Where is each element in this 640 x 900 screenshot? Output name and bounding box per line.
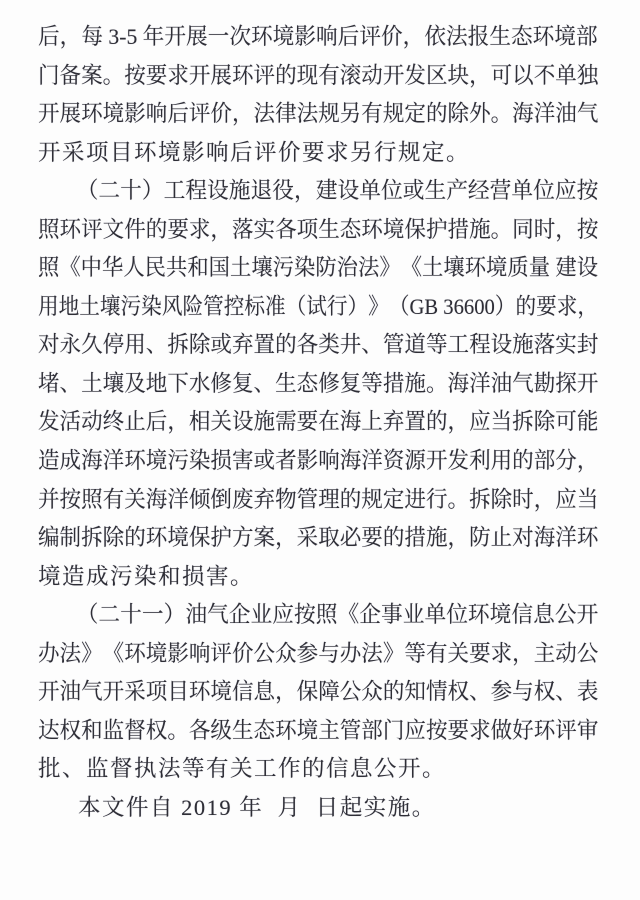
text-line: 对 永 久 停 用 、 拆 除 或 弃 置 的 各 类 井 、 管 道 等 工 程 设 施 落 实 封	[38, 332, 599, 358]
text-line: 境造成污染和损害。	[38, 563, 255, 589]
text-line: 本文件自 2019 年 月 日起实施。	[78, 794, 436, 820]
text-line: 批、监督执法等有关工作的信息公开。	[38, 756, 447, 782]
text-line: 开 展 环 境 影 响 后 评 价 ， 法 律 法 规 另 有 规 定 的 除 外 。 海 洋 油 气	[38, 101, 599, 127]
paragraph-clause-20	[38, 172, 598, 596]
paragraph-clause-21	[38, 596, 598, 789]
text-line: 堵 、 土 壤 及 地 下 水 修 复 、 生 态 修 复 等 措 施 。 海 洋 油 气 勘 探 开	[38, 370, 599, 396]
text-line: 并 按 照 有 关 海 洋 倾 倒 废 弃 物 管 理 的 规 定 进 行 。 拆 除 时 ， 应 当	[38, 486, 599, 512]
text-line: 办 法 》 《 环 境 影 响 评 价 公 众 参 与 办 法 》 等 有 关 要 求 ， 主 动 公	[38, 640, 599, 666]
text-line: （ 二 十 ） 工 程 设 施 退 役 ， 建 设 单 位 或 生 产 经 营 单 位 应 按	[76, 178, 599, 204]
text-line: （ 二 十 一 ） 油 气 企 业 应 按 照 《 企 事 业 单 位 环 境 信 息 公 开	[76, 602, 599, 628]
text-line: 后 ， 每 3-5 年 开 展 一 次 环 境 影 响 后 评 价 ， 依 法 报 生 态 环 境 部	[38, 24, 598, 49]
text-line: 用 地 土 壤 污 染 风 险 管 控 标 准 （ 试 行 ） 》 （ GB 36600 ） 的 要 求 ，	[38, 293, 598, 319]
text-line: 发 活 动 终 止 后 ， 相 关 设 施 需 要 在 海 上 弃 置 的 ， 应 当 拆 除 可 能	[38, 409, 599, 435]
paragraph-continuation	[38, 18, 598, 172]
paragraph-effective-date	[38, 789, 598, 828]
text-line: 门 备 案 。 按 要 求 开 展 环 评 的 现 有 滚 动 开 发 区 块 ， 可 以 不 单 独	[38, 62, 599, 88]
text-line: 开 油 气 开 采 项 目 环 境 信 息 ， 保 障 公 众 的 知 情 权 、 参 与 权 、 表	[38, 679, 599, 705]
text-line: 开采项目环境影响后评价要求另行规定。	[38, 139, 471, 165]
text-line: 达 权 和 监 督 权 。 各 级 生 态 环 境 主 管 部 门 应 按 要 求 做 好 环 评 审	[38, 717, 599, 743]
text-line: 照 环 评 文 件 的 要 求 ， 落 实 各 项 生 态 环 境 保 护 措 施 。 同 时 ， 按	[38, 216, 599, 242]
text-line: 照 《 中 华 人 民 共 和 国 土 壤 污 染 防 治 法 》 《 土 壤 环 境 质 量 建 设	[38, 255, 599, 281]
text-line: 编 制 拆 除 的 环 境 保 护 方 案 ， 采 取 必 要 的 措 施 ， 防 止 对 海 洋 环	[38, 525, 599, 551]
text-line: 造 成 海 洋 环 境 污 染 损 害 或 者 影 响 海 洋 资 源 开 发 利 用 的 部 分 ，	[38, 448, 599, 474]
